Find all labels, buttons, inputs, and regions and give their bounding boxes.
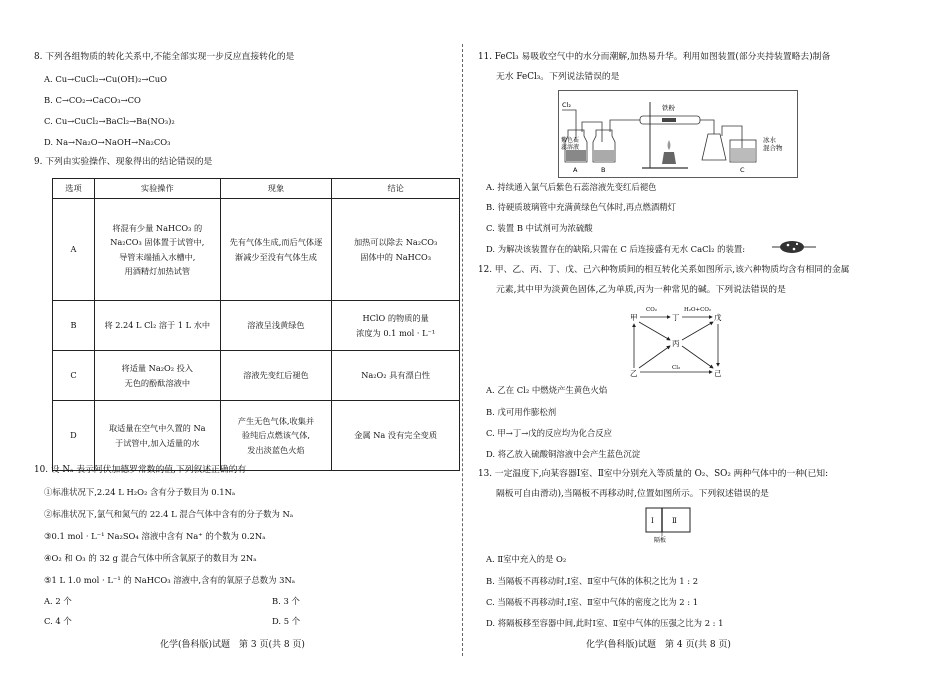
label-ice1: 冰水 xyxy=(763,136,776,144)
tube-to-flask xyxy=(700,120,714,134)
q11-option-c: C. 装置 B 中试剂可为浓硫酸 xyxy=(486,223,593,233)
beaker-c-liquid xyxy=(731,148,755,161)
arrow-bing-wu xyxy=(682,322,713,340)
q12-stem-line1: 12. 甲、乙、丙、丁、戊、己六种物质间的相互转化关系如图所示,该六种物质均含有相同的金属 xyxy=(478,265,850,275)
table-row xyxy=(53,301,460,351)
cell-line: 导管末端插入水槽中, xyxy=(119,251,196,262)
right-page xyxy=(478,0,930,688)
label-room2: Ⅱ xyxy=(672,517,677,525)
q9-experiment-table xyxy=(52,178,460,471)
q11-stem-line1: 11. FeCl₃ 易吸收空气中的水分而潮解,加热易升华。利用如图装置(部分夹持装置略去)制备 xyxy=(478,52,831,62)
cell-line: 将适量 Na₂O₂ 投入 xyxy=(121,363,193,374)
q12-option-a: A. 乙在 Cl₂ 中燃烧产生黄色火焰 xyxy=(486,385,608,395)
q9-stem: 9. 下列由实验操作、现象得出的结论错误的是 xyxy=(34,157,213,167)
label-h2o-co2: H₂O+CO₂ xyxy=(684,307,712,313)
q11-stem-line2: 无水 FeCl₃。下列说法错误的是 xyxy=(496,72,620,82)
bottle-b-liquid xyxy=(594,150,614,161)
row-conclusion xyxy=(332,199,460,301)
bottle-a-liquid xyxy=(566,150,586,161)
row-phenomenon xyxy=(220,401,332,471)
flame xyxy=(668,140,671,150)
q10-statement: ②标准状况下,氯气和氮气的 22.4 L 混合气体中含有的分子数为 Nₐ xyxy=(44,509,294,519)
node-jia: 甲 xyxy=(630,313,638,322)
q13-stem-line2: 隔板可自由滑动),当隔板不再移动时,位置如图所示。下列叙述错误的是 xyxy=(496,489,769,499)
q10-option-d: D. 5 个 xyxy=(272,616,301,626)
table-header-row xyxy=(53,179,460,199)
q10-statement: ①标准状况下,2.24 L H₂O₂ 含有分子数目为 0.1Nₐ xyxy=(44,487,236,497)
table-header: 选项 xyxy=(53,179,95,199)
cell-line: 先有气体生成,而后气体逐 xyxy=(229,237,323,248)
table-row xyxy=(53,401,460,471)
drying-tube xyxy=(780,241,804,253)
q10-option-c: C. 4 个 xyxy=(44,616,72,626)
cell-line: 加热可以除去 Na₂CO₃ xyxy=(353,237,438,248)
cell-line: Na₂CO₃ 固体置于试管中, xyxy=(110,237,205,248)
q10-statement: ④O₂ 和 O₃ 的 32 g 混合气体中所含氧原子的数目为 2Nₐ xyxy=(44,553,257,563)
row-conclusion xyxy=(332,351,460,401)
cell-line: 取适量在空气中久置的 Na xyxy=(108,423,206,434)
q11-option-a: A. 持续通入氯气后紫色石蕊溶液先变红后褪色 xyxy=(486,182,657,192)
label-a: A xyxy=(573,166,578,174)
label-litmus1: 紫色石 xyxy=(561,137,580,144)
node-yi: 乙 xyxy=(630,369,638,378)
q10-statement: ③0.1 mol · L⁻¹ Na₂SO₄ 溶液中含有 Na⁺ 的个数为 0.2Nₐ xyxy=(44,531,266,541)
page-footer: 化学(鲁科版)试题 第 3 页(共 8 页) xyxy=(160,640,305,650)
page-footer: 化学(鲁科版)试题 第 4 页(共 8 页) xyxy=(586,640,731,650)
tube-ab xyxy=(582,122,602,142)
cell-line: 发出淡蓝色火焰 xyxy=(247,444,305,455)
cell-line: 固体中的 NaHCO₃ xyxy=(360,251,432,262)
row-option: D xyxy=(53,401,95,471)
q8-option-a: A. Cu→CuCl₂→Cu(OH)₂→CuO xyxy=(44,74,168,84)
row-conclusion xyxy=(332,301,460,351)
tube-b-furnace xyxy=(610,120,640,132)
cell-line: Na₂O₂ 具有漂白性 xyxy=(361,370,431,381)
cell-line: HClO 的物质的量 xyxy=(362,313,429,324)
row-phenomenon xyxy=(220,199,332,301)
q10-statement: ⑤1 L 1.0 mol · L⁻¹ 的 NaHCO₃ 溶液中,含有的氧原子总数为 3Nₐ xyxy=(44,575,296,585)
cacl2-tube-icon xyxy=(772,239,816,255)
left-page xyxy=(28,0,448,688)
label-partition: 隔板 xyxy=(654,537,667,544)
granule xyxy=(787,244,790,247)
node-bing: 丙 xyxy=(672,339,680,348)
label-co2: CO₂ xyxy=(646,307,657,313)
row-operation xyxy=(94,351,220,401)
cell-line: 金属 Na 没有完全变质 xyxy=(354,430,438,441)
q12-option-d: D. 将乙放入硫酸铜溶液中会产生蓝色沉淀 xyxy=(486,449,641,459)
table-header: 结论 xyxy=(332,179,460,199)
label-cl2: Cl₂ xyxy=(562,101,571,109)
node-wu: 戊 xyxy=(714,313,722,322)
cell-line: 溶液呈浅黄绿色 xyxy=(247,320,305,331)
cell-line: 产生无色气体,收集并 xyxy=(237,415,315,426)
cell-line: 用酒精灯加热试管 xyxy=(124,265,191,276)
q12-conversion-diagram xyxy=(628,302,728,380)
q13-option-d: D. 将隔板移至容器中间,此时Ⅰ室、Ⅱ室中气体的压强之比为 2 : 1 xyxy=(486,618,724,628)
node-ding: 丁 xyxy=(672,313,680,322)
cell-line: 于试管中,加入适量的水 xyxy=(115,437,200,448)
granule xyxy=(793,248,796,251)
q13-option-b: B. 当隔板不再移动时,Ⅰ室、Ⅱ室中气体的体积之比为 1 : 2 xyxy=(486,576,699,586)
table-header: 实验操作 xyxy=(94,179,220,199)
q10-option-a: A. 2 个 xyxy=(44,596,72,606)
cell-line: 将混有少量 NaHCO₃ 的 xyxy=(112,222,203,233)
cell-line: 浓度为 0.1 mol · L⁻¹ xyxy=(356,327,436,338)
q11-option-b: B. 待硬质玻璃管中充满黄绿色气体时,再点燃酒精灯 xyxy=(486,202,677,212)
label-b: B xyxy=(601,166,606,174)
granule xyxy=(796,243,798,245)
q12-option-c: C. 甲→丁→戊的反应均为化合反应 xyxy=(486,428,612,438)
label-iron: 铁粉 xyxy=(662,104,675,112)
label-cl2-arrow: Cl₂ xyxy=(672,365,681,371)
q13-option-a: A. Ⅱ室中充入的是 O₂ xyxy=(486,554,567,564)
row-conclusion xyxy=(332,401,460,471)
arrow-yi-bing xyxy=(639,346,670,368)
table-header: 现象 xyxy=(220,179,332,199)
arrow-jia-bing xyxy=(639,322,670,340)
label-c: C xyxy=(740,166,745,174)
row-phenomenon xyxy=(220,301,332,351)
cell-line: 将 2.24 L Cl₂ 溶于 1 L 水中 xyxy=(104,320,211,331)
q8-option-d: D. Na→Na₂O→NaOH→Na₂CO₃ xyxy=(44,137,171,147)
row-option: B xyxy=(53,301,95,351)
table-row xyxy=(53,351,460,401)
label-room1: Ⅰ xyxy=(651,517,654,525)
q8-option-c: C. Cu→CuCl₂→BaCl₂→Ba(NO₃)₂ xyxy=(44,116,175,126)
cell-line: 渐减少至没有气体生成 xyxy=(235,251,317,262)
row-phenomenon xyxy=(220,351,332,401)
row-operation xyxy=(94,301,220,351)
row-operation xyxy=(94,401,220,471)
cell-line: 无色的酚酞溶液中 xyxy=(124,377,191,388)
label-ice2: 混合物 xyxy=(763,144,783,152)
q8-option-b: B. C→CO₂→CaCO₃→CO xyxy=(44,95,141,105)
q11-apparatus-figure xyxy=(558,90,798,178)
row-option: C xyxy=(53,351,95,401)
row-operation xyxy=(94,199,220,301)
q11-option-d: D. 为解决该装置存在的缺陷,只需在 C 后连接盛有无水 CaCl₂ 的装置: xyxy=(486,244,746,254)
q13-option-c: C. 当隔板不再移动时,Ⅰ室、Ⅱ室中气体的密度之比为 2 : 1 xyxy=(486,597,699,607)
q10-stem: 10. 设 Nₐ 表示阿伏加德罗常数的值,下列叙述正确的有 xyxy=(34,465,247,475)
cell-line: 验纯后点燃该气体, xyxy=(241,430,310,441)
row-option: A xyxy=(53,199,95,301)
q13-stem-line1: 13. 一定温度下,向某容器Ⅰ室、Ⅱ室中分别充入等质量的 O₂、SO₂ 两种气体中的一种(已知: xyxy=(478,469,829,479)
q12-option-b: B. 戊可用作膨松剂 xyxy=(486,407,557,417)
alcohol-lamp xyxy=(662,152,676,164)
node-ji: 己 xyxy=(714,369,722,378)
figure-frame xyxy=(559,91,798,178)
arrow-bing-ji xyxy=(682,346,713,368)
q13-container-figure xyxy=(644,506,692,544)
q12-stem-line2: 元素,其中甲为淡黄色固体,乙为单质,丙为一种常见的碱。下列说法错误的是 xyxy=(496,285,786,295)
cell-line: 溶液先变红后褪色 xyxy=(243,370,309,381)
q10-option-b: B. 3 个 xyxy=(272,596,300,606)
collection-flask xyxy=(702,134,726,160)
column-divider xyxy=(462,44,463,656)
q8-stem: 8. 下列各组物质的转化关系中,不能全部实现一步反应直接转化的是 xyxy=(34,52,295,62)
iron-powder xyxy=(662,118,676,122)
table-row xyxy=(53,199,460,301)
label-litmus2: 蕊溶液 xyxy=(561,144,580,151)
